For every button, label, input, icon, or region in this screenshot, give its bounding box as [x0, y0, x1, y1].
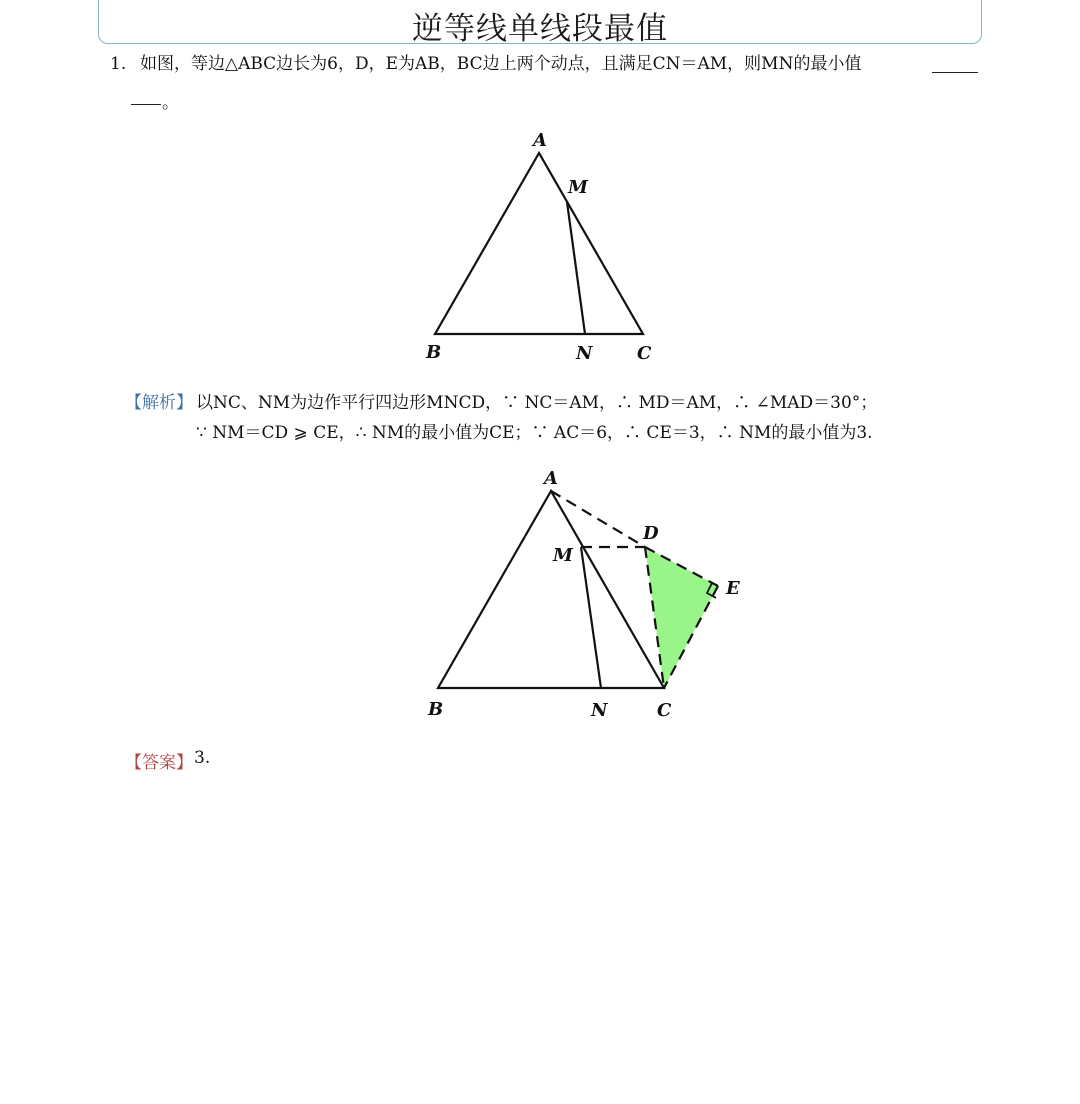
- label-m-2: M: [553, 545, 573, 566]
- analysis-tag: 【解析】: [125, 393, 193, 413]
- question-end-mark: 。: [162, 93, 179, 113]
- label-d-2: D: [643, 523, 659, 544]
- label-a-2: A: [544, 468, 558, 489]
- page-title: 逆等线单线段最值: [412, 11, 668, 47]
- dashed-ad: [551, 491, 645, 547]
- label-c-2: C: [657, 700, 672, 721]
- question-text: 如图，等边△ABC边长为6，D，E为AB，BC边上两个动点，且满足CN＝AM，则MN的最小值: [140, 54, 862, 74]
- label-n-2: N: [591, 700, 608, 721]
- label-m: M: [568, 177, 588, 198]
- triangle-abc-2: [438, 491, 664, 688]
- question-number: 1.: [110, 54, 127, 74]
- label-n: N: [576, 343, 593, 364]
- shaded-triangle-dce: [645, 547, 718, 688]
- answer-value: 3.: [194, 748, 211, 768]
- label-a: A: [533, 130, 547, 151]
- label-c: C: [637, 343, 652, 364]
- answer-tag: 【答案】: [125, 753, 193, 773]
- label-b-2: B: [428, 699, 444, 720]
- segment-mn-2: [581, 547, 601, 688]
- label-e-2: E: [726, 578, 740, 599]
- label-b: B: [426, 342, 442, 363]
- analysis-line-2: ∵ NM＝CD ⩾ CE，∴ NM的最小值为CE；∵ AC＝6，∴ CE＝3，∴ NM的最小值为3.: [196, 423, 873, 443]
- analysis-line-1: 以NC、NM为边作平行四边形MNCD，∵ NC＝AM，∴ MD＝AM，∴ ∠MAD＝30°；: [196, 393, 878, 413]
